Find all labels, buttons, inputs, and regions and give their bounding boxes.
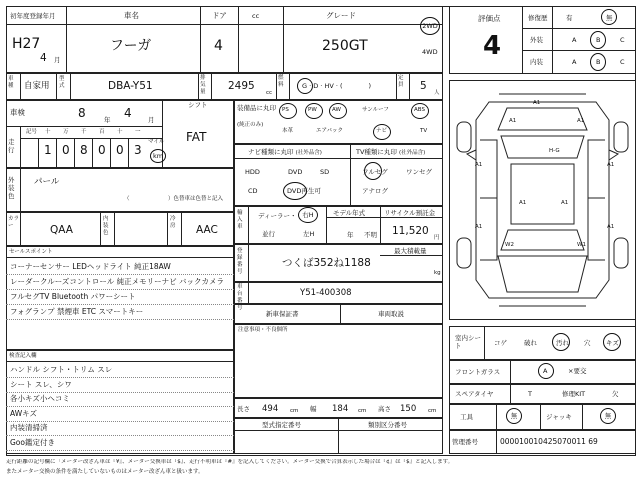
repair-option: 有	[566, 14, 573, 22]
jack-value: 無	[604, 412, 612, 420]
seat-option: キズ	[606, 339, 619, 347]
import-dealer: ディーラー・	[258, 212, 297, 220]
manual-label: 車両取説	[378, 310, 404, 318]
shift-value: FAT	[186, 130, 207, 144]
inspector-notes-label: 検査記入欄	[9, 353, 37, 359]
shift-label: シフト	[188, 101, 208, 109]
spare-tire-kit: 修理KIT	[562, 390, 586, 398]
model-year-unknown: 不明	[364, 231, 377, 239]
mileage-unit-label: 千	[81, 129, 87, 135]
max-load-label: 最大積載量	[394, 247, 427, 255]
mileage-digit: 0	[98, 143, 106, 157]
equipment-label: 装備品に丸印	[237, 104, 276, 112]
diagram-label: A1	[475, 162, 483, 168]
spare-tire-t: T	[528, 390, 532, 398]
equipment-item: 本革	[282, 128, 294, 134]
capacity-unit: 人	[434, 90, 440, 96]
diagram-label: A1	[533, 100, 541, 106]
tv-note: (社外品含)	[399, 150, 426, 156]
equipment-item: TV	[420, 128, 428, 134]
diagram-label: A1	[509, 118, 517, 124]
navi-option: HDD	[245, 168, 260, 176]
spare-tire-label: スペアタイヤ	[455, 390, 494, 398]
mileage-mile-label: マイル	[148, 139, 165, 145]
management-value: 000010010425070011 69	[500, 437, 598, 446]
diagram-label: A1	[561, 200, 569, 206]
tools-value: 無	[510, 412, 518, 420]
grade-option: B	[596, 58, 601, 66]
management-label: 管理番号	[452, 438, 478, 446]
exterior-grade-circle	[590, 31, 606, 49]
drive-2wd: 2WD	[422, 22, 438, 30]
recycle-unit: 円	[434, 235, 440, 241]
car-name-value: フーガ	[110, 38, 152, 54]
mileage-unit-label: 一	[135, 129, 141, 135]
seat-option: 破れ	[524, 339, 537, 347]
first-reg-label: 初年度登録年月	[10, 12, 56, 20]
chassis-label: 車台番号	[237, 284, 243, 311]
diagram-label: W2	[505, 242, 514, 248]
import-left-h: 左H	[303, 230, 315, 238]
first-reg-month: 4	[40, 52, 47, 64]
navi-note: (社外品含)	[295, 150, 322, 156]
displacement-unit: cc	[266, 90, 273, 96]
equipment-item: エアバック	[316, 128, 344, 134]
seat-option: 汚れ	[556, 339, 569, 347]
car-diagram	[449, 80, 636, 320]
tv-option: ワンセグ	[406, 168, 432, 176]
mileage-digit: 1	[44, 143, 52, 157]
inspector-note-line: AWキズ	[10, 408, 37, 418]
seat-dirt-circle	[552, 333, 570, 351]
displacement-value: 2495	[228, 80, 255, 92]
exterior-label: 外装色	[8, 176, 15, 200]
aircon-label: 冷房	[170, 216, 176, 229]
mileage-unit-label: 万	[63, 129, 69, 135]
tv-fullseg-circle	[364, 162, 382, 180]
warranty-label: 新車保証書	[266, 310, 299, 318]
equipment-item: サンルーフ	[362, 107, 389, 113]
navi-option: DVD	[288, 168, 303, 176]
import-right-h-circle	[298, 207, 318, 223]
inspection-month-unit: 月	[148, 116, 155, 124]
color-code-value: QAA	[50, 224, 73, 236]
width-unit: cm	[358, 408, 367, 414]
first-reg-era: H27	[12, 36, 41, 52]
fuel-label: 燃料	[278, 75, 284, 88]
grade-option: B	[596, 36, 601, 44]
mileage-label: 走行	[8, 138, 15, 154]
displacement-label: 排気量	[200, 75, 206, 95]
equipment-item: AW	[332, 107, 341, 113]
tv-title-text: TV種類に丸印	[356, 148, 397, 156]
length-value: 494	[262, 404, 279, 414]
repair-label: 修復歴	[528, 14, 548, 22]
navi-option: SD	[320, 168, 330, 176]
type-designation-label: 型式指定番号	[262, 421, 301, 429]
exterior-color-note: （ ）色替車は色替と記入	[124, 196, 224, 202]
grade-label: グレード	[326, 11, 356, 20]
drive-2wd-circle	[420, 17, 440, 35]
diagram-label: A1	[607, 224, 615, 230]
class-value: 自家用	[24, 81, 50, 91]
navi-dvd-circle	[283, 182, 307, 200]
sales-point-line: レーダークルーズコントロール 純正メモリーナビ バックカメラ	[10, 277, 225, 286]
max-load-unit: kg	[434, 270, 441, 276]
equipment-sublabel: (純正のみ)	[237, 122, 264, 128]
model-year-unit: 年	[347, 231, 354, 239]
navi-title-text: ナビ種類に丸印	[248, 148, 294, 156]
class-label: 車種	[8, 76, 14, 89]
drive-4wd: 4WD	[422, 48, 438, 56]
navi-option: CD	[248, 187, 258, 195]
inspection-year: 8	[78, 106, 86, 120]
tv-option: フルセグ	[362, 168, 388, 176]
inspection-label: 車検	[10, 108, 25, 117]
door-value: 4	[214, 38, 223, 54]
registration-label: 登録番号	[237, 248, 243, 275]
import-right-h: 右H	[302, 211, 314, 219]
model-year-label: モデル年式	[333, 209, 366, 217]
navi-option: DVD再生可	[287, 187, 321, 195]
length-label: 長さ	[237, 405, 250, 413]
mileage-km-circle	[150, 149, 166, 163]
registration-value: つくば352ね1188	[282, 257, 371, 269]
jack-value-circle	[600, 408, 616, 424]
notes-label: 注意事項・不良個所	[238, 327, 288, 333]
front-glass-replace: ×要交	[568, 367, 587, 375]
sales-point-line: コーナーセンサー LEDヘッドライト 純正18AW	[10, 262, 171, 271]
diagram-label: A1	[475, 224, 483, 230]
mileage-digit: 3	[134, 143, 142, 157]
sales-points-label: セールスポイント	[9, 249, 53, 255]
seat-scratch-circle	[603, 333, 621, 351]
grade-option: C	[620, 58, 625, 66]
sales-point-line: フルセグTV Bluetooth パワーシート	[10, 292, 136, 301]
tools-label: 工具	[460, 413, 473, 421]
jack-label: ジャッキ	[546, 413, 572, 421]
inspector-note-line: 各小キズ小ヘコミ	[10, 394, 70, 403]
mileage-km: km	[152, 152, 164, 160]
mileage-digit: 8	[80, 143, 88, 157]
seat-option: コゲ	[494, 339, 507, 347]
sales-point-line: フォグランプ 禁煙車 ETC スマートキー	[10, 307, 144, 316]
repair-option: 無	[606, 14, 613, 22]
capacity-value: 5	[420, 80, 427, 92]
grade-option: C	[620, 36, 625, 44]
width-label: 幅	[310, 405, 317, 413]
tv-title	[356, 148, 425, 157]
equipment-item: ナビ	[376, 128, 388, 134]
mileage-unit-label: 十	[117, 129, 123, 135]
spare-tire-missing: 欠	[612, 390, 619, 398]
mileage-record-label: 記号	[26, 129, 38, 135]
grade-option: A	[572, 58, 577, 66]
score-label: 評価点	[478, 14, 501, 23]
first-reg-month-unit: 月	[54, 56, 61, 64]
width-value: 184	[332, 404, 349, 414]
inspection-month: 4	[124, 106, 132, 120]
inspector-note-line: ハンドル シフト・トリム スレ	[10, 365, 113, 374]
height-unit: cm	[428, 408, 437, 414]
diagram-label: A1	[577, 118, 585, 124]
grade-value: 250GT	[322, 38, 368, 54]
interior-color-label: 内装色	[103, 216, 109, 236]
front-glass-label: フロントガラス	[455, 368, 501, 376]
length-unit: cm	[290, 408, 299, 414]
navi-title	[248, 148, 322, 157]
diagram-label: A1	[607, 162, 615, 168]
diagram-label: W1	[577, 242, 586, 248]
exterior-block	[6, 168, 234, 212]
model-label: 型式	[59, 76, 65, 89]
exterior-value: パール	[34, 177, 60, 187]
equipment-item: PS	[282, 107, 289, 113]
category-label: 類別区分番号	[368, 421, 407, 429]
capacity-label: 定員	[398, 75, 404, 88]
notes-block	[234, 324, 443, 398]
inspection-year-unit: 年	[104, 116, 111, 124]
door-label: ドア	[212, 11, 227, 20]
mileage-digit: 0	[62, 143, 70, 157]
import-label: 輸入車	[237, 210, 243, 230]
height-value: 150	[400, 404, 417, 414]
score-value: 4	[483, 31, 502, 61]
chassis-value: Y51-400308	[300, 288, 352, 298]
mileage-digit: 0	[116, 143, 124, 157]
car-name-label: 車名	[124, 11, 139, 20]
equipment-item: PW	[308, 107, 317, 113]
interior-grade-circle	[590, 53, 606, 71]
equipment-item: ABS	[414, 107, 425, 113]
seat-option: 穴	[584, 339, 591, 347]
import-parallel: 並行	[262, 230, 275, 238]
mileage-unit-label: 十	[45, 129, 51, 135]
inspector-note-line: 内装清掃済	[10, 423, 48, 432]
height-label: 高さ	[378, 405, 391, 413]
recycle-value: 11,520	[392, 225, 429, 237]
footer-line2: またメーター交換の条件を満たしていないものはメーター改ざん車と扱います。	[6, 469, 204, 475]
exterior-grade-label: 外装	[530, 36, 543, 44]
aircon-value: AAC	[196, 224, 218, 236]
row2	[6, 73, 443, 100]
cc-label: cc	[252, 12, 260, 20]
interior-seat-label: 室内シート	[455, 334, 481, 350]
model-value: DBA-Y51	[108, 80, 153, 92]
tools-value-circle	[506, 408, 522, 424]
interior-grade-label: 内装	[530, 58, 543, 66]
inspector-note-line: シート スレ、シワ	[10, 379, 72, 389]
grade-option: A	[572, 36, 577, 44]
recycle-label: リサイクル預託金	[384, 209, 436, 217]
footer-line1: 走行距離の記号欄に「メーター改ざん車は『¥』、メーター交換車は『$』、走行不明車は『#』を記入してください。メーター交換で合算表示した場合は『¢』は『$』と記入します。	[6, 459, 454, 465]
tv-option: アナログ	[362, 187, 388, 195]
mileage-unit-label: 百	[99, 129, 105, 135]
diagram-label: A1	[519, 200, 527, 206]
fuel-options: G · D · HV · ( )	[302, 82, 372, 90]
repair-none-circle	[601, 9, 617, 25]
color-code-label: カラー	[8, 216, 20, 229]
inspector-note-line: Goo鑑定付き	[10, 437, 55, 447]
diagram-label: H-G	[549, 148, 560, 154]
front-glass-a: A	[543, 367, 548, 375]
